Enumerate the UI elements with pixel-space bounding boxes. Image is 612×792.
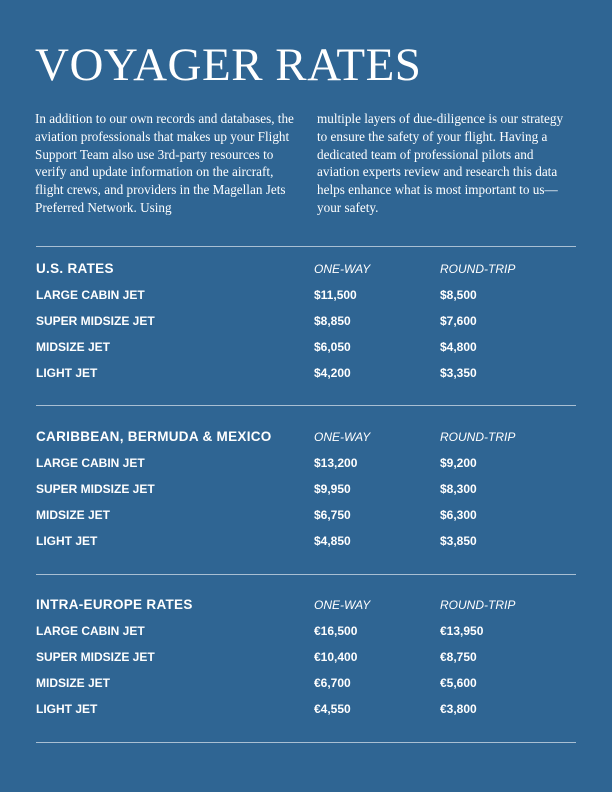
round-trip-price: $6,300 <box>440 508 477 522</box>
one-way-price: €4,550 <box>314 702 351 716</box>
round-trip-price: $3,350 <box>440 366 477 380</box>
one-way-price: $11,500 <box>314 288 357 302</box>
section-heading: CARIBBEAN, BERMUDA & MEXICO <box>36 429 272 444</box>
table-row <box>36 508 576 534</box>
page-title: VOYAGER RATES <box>35 39 422 91</box>
table-row <box>36 650 576 676</box>
round-trip-price: €13,950 <box>440 624 484 638</box>
intro-text <box>35 110 575 217</box>
rates-section-caribbean <box>36 429 576 560</box>
one-way-price: $6,750 <box>314 508 351 522</box>
jet-type: MIDSIZE JET <box>36 340 111 354</box>
section-heading: U.S. RATES <box>36 261 114 276</box>
one-way-price: $6,050 <box>314 340 351 354</box>
table-row <box>36 314 576 340</box>
jet-type: MIDSIZE JET <box>36 676 111 690</box>
one-way-price: $8,850 <box>314 314 351 328</box>
one-way-price: $13,200 <box>314 456 358 470</box>
one-way-price: €6,700 <box>314 676 351 690</box>
section-header <box>36 597 576 624</box>
rates-section-europe <box>36 597 576 728</box>
jet-type: SUPER MIDSIZE JET <box>36 482 155 496</box>
jet-type: LIGHT JET <box>36 534 98 548</box>
jet-type: SUPER MIDSIZE JET <box>36 650 155 664</box>
intro-column-1: In addition to our own records and databases, the aviation professionals that makes up your Flight Support Team also use 3rd-party resources to verify and update information on the aircraft, flight crews, and providers in the Magellan Jets Preferred Network. Using <box>35 111 294 215</box>
one-way-header: ONE-WAY <box>314 598 371 612</box>
jet-type: MIDSIZE JET <box>36 508 111 522</box>
jet-type: LARGE CABIN JET <box>36 288 145 302</box>
table-row <box>36 366 576 392</box>
table-row <box>36 456 576 482</box>
table-row <box>36 702 576 728</box>
divider <box>36 574 576 575</box>
one-way-price: €10,400 <box>314 650 358 664</box>
section-heading: INTRA-EUROPE RATES <box>36 597 193 612</box>
table-row <box>36 534 576 560</box>
table-row <box>36 624 576 650</box>
jet-type: LARGE CABIN JET <box>36 624 145 638</box>
round-trip-price: $3,850 <box>440 534 477 548</box>
jet-type: SUPER MIDSIZE JET <box>36 314 155 328</box>
one-way-price: $9,950 <box>314 482 351 496</box>
intro-column-2: multiple layers of due-diligence is our strategy to ensure the safety of your flight. Having a dedicated team of professional pilots and aviation experts review and research this data helps enhance what is most important to us—your safety. <box>317 111 564 215</box>
one-way-price: €16,500 <box>314 624 358 638</box>
jet-type: LARGE CABIN JET <box>36 456 145 470</box>
one-way-price: $4,200 <box>314 366 351 380</box>
jet-type: LIGHT JET <box>36 366 98 380</box>
table-row <box>36 482 576 508</box>
one-way-header: ONE-WAY <box>314 262 371 276</box>
round-trip-price: €5,600 <box>440 676 477 690</box>
rates-section-us <box>36 261 576 392</box>
divider <box>36 405 576 406</box>
round-trip-price: $8,300 <box>440 482 477 496</box>
round-trip-header: ROUND-TRIP <box>440 598 516 612</box>
table-row <box>36 288 576 314</box>
one-way-price: $4,850 <box>314 534 351 548</box>
round-trip-price: $4,800 <box>440 340 477 354</box>
divider <box>36 246 576 247</box>
round-trip-header: ROUND-TRIP <box>440 430 516 444</box>
one-way-header: ONE-WAY <box>314 430 371 444</box>
divider <box>36 742 576 743</box>
round-trip-price: $8,500 <box>440 288 477 302</box>
section-header <box>36 261 576 288</box>
round-trip-header: ROUND-TRIP <box>440 262 516 276</box>
table-row <box>36 676 576 702</box>
round-trip-price: €8,750 <box>440 650 477 664</box>
table-row <box>36 340 576 366</box>
section-header <box>36 429 576 456</box>
round-trip-price: $7,600 <box>440 314 477 328</box>
jet-type: LIGHT JET <box>36 702 98 716</box>
round-trip-price: €3,800 <box>440 702 477 716</box>
round-trip-price: $9,200 <box>440 456 477 470</box>
